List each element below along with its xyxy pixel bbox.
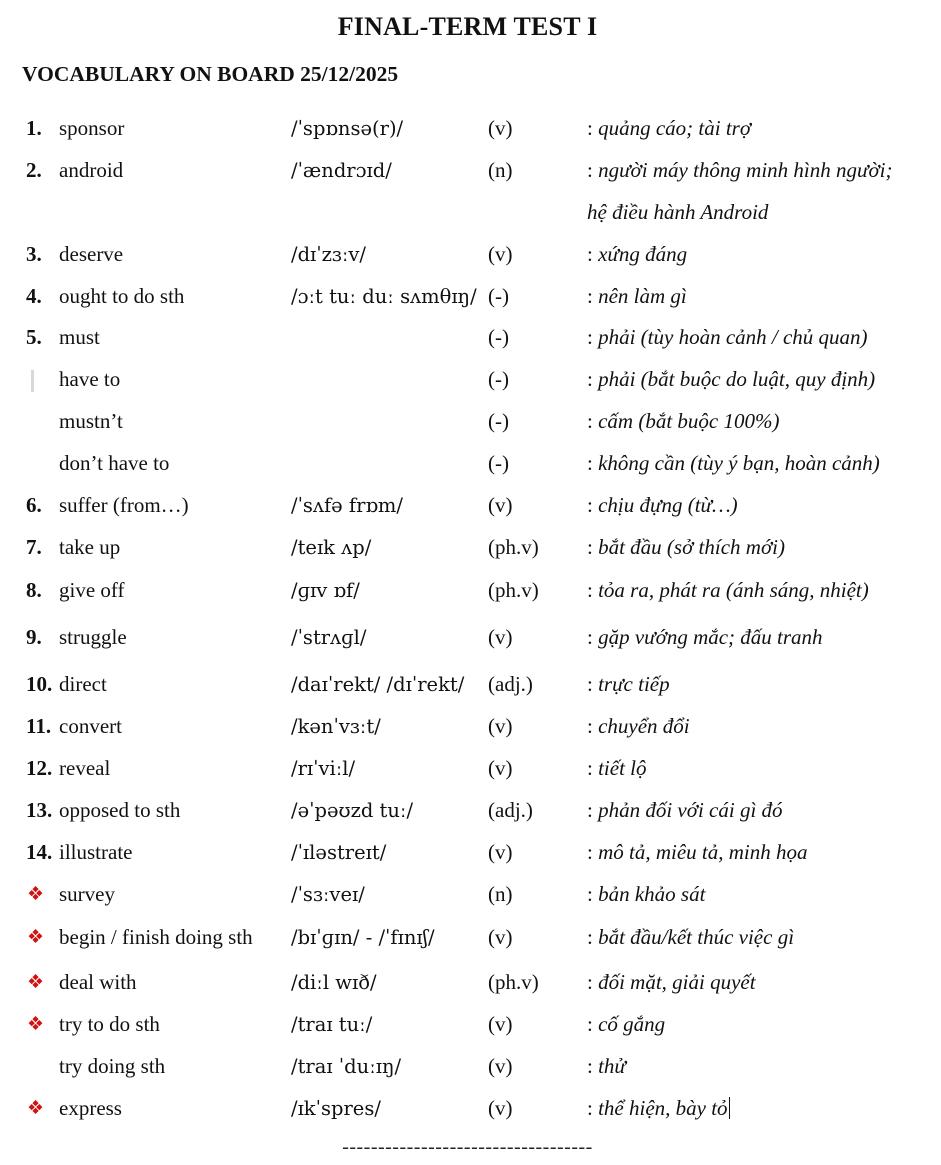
entry-word: mustn’t [59, 409, 123, 433]
entry-meaning [587, 1012, 665, 1037]
entry-part-of-speech: (v) [488, 242, 513, 266]
meaning-text: người máy thông minh hình người; [598, 158, 893, 182]
entry-number: 4. [26, 284, 42, 308]
meaning-colon: : [587, 840, 599, 864]
meaning-text: bắt đầu (sở thích mới) [598, 535, 785, 559]
meaning-colon: : [587, 625, 599, 649]
meaning-colon: : [587, 325, 599, 349]
entry-part-of-speech: (v) [488, 925, 513, 949]
meaning-text: gặp vướng mắc; đấu tranh [598, 625, 823, 649]
diamond-bullet-icon: ❖ [27, 1014, 45, 1035]
section-divider: ----------------------------------- [342, 1136, 593, 1158]
entry-number: 13. [26, 798, 53, 822]
entry-word: have to [59, 367, 121, 391]
vocab-row [0, 1012, 941, 1042]
entry-number: 9. [26, 625, 42, 649]
entry-pronunciation: /teɪk ʌp/ [291, 536, 372, 559]
entry-word: survey [59, 882, 115, 906]
vocab-row [0, 840, 941, 870]
entry-meaning [587, 672, 670, 697]
meaning-colon: : [587, 1054, 599, 1078]
meaning-colon: : [587, 882, 599, 906]
vocab-row [0, 625, 941, 655]
meaning-text: phải (tùy hoàn cảnh / chủ quan) [598, 325, 868, 349]
entry-word: must [59, 325, 100, 349]
entry-word: illustrate [59, 840, 133, 864]
entry-part-of-speech: (ph.v) [488, 535, 539, 559]
entry-pronunciation: /diːl wɪð/ [291, 971, 377, 994]
meaning-colon: : [587, 284, 599, 308]
diamond-bullet-icon: ❖ [27, 972, 45, 993]
entry-meaning [587, 158, 892, 183]
diamond-bullet-icon: ❖ [27, 927, 45, 948]
entry-meaning [587, 242, 687, 267]
entry-meaning [587, 925, 794, 950]
entry-pronunciation: /traɪ ˈduːɪŋ/ [291, 1055, 402, 1078]
entry-meaning[interactable] [587, 1096, 730, 1121]
entry-number: 2. [26, 158, 42, 182]
vocab-row-continuation [0, 200, 941, 230]
meaning-colon: : [587, 158, 599, 182]
meaning-text: phản đối với cái gì đó [598, 798, 783, 822]
vocab-row [0, 714, 941, 744]
entry-pronunciation: /əˈpəʊzd tuː/ [291, 799, 414, 822]
vocab-row [0, 1096, 941, 1126]
entry-meaning [587, 798, 783, 823]
meaning-colon: : [587, 672, 599, 696]
entry-word: try doing sth [59, 1054, 166, 1078]
entry-part-of-speech: (ph.v) [488, 578, 539, 602]
entry-word: deserve [59, 242, 124, 266]
entry-meaning [587, 578, 869, 603]
entry-number: 1. [26, 116, 42, 140]
meaning-colon: : [587, 714, 599, 738]
diamond-bullet-icon: ❖ [27, 884, 45, 905]
meaning-colon: : [587, 409, 599, 433]
vocabulary-heading: VOCABULARY ON BOARD 25/12/2025 [22, 62, 399, 86]
entry-meaning [587, 409, 779, 434]
meaning-colon: : [587, 367, 599, 391]
meaning-colon: : [587, 578, 599, 602]
entry-pronunciation: /ˈstrʌɡl/ [291, 626, 367, 649]
entry-word: opposed to sth [59, 798, 181, 822]
entry-part-of-speech: (v) [488, 1096, 513, 1120]
entry-part-of-speech: (n) [488, 158, 513, 182]
text-caret [729, 1097, 730, 1119]
meaning-text: cấm (bắt buộc 100%) [598, 409, 780, 433]
vocab-row [0, 325, 941, 355]
meaning-colon: : [587, 242, 599, 266]
meaning-text: trực tiếp [598, 672, 670, 696]
entry-number: 7. [26, 535, 42, 559]
meaning-text: quảng cáo; tài trợ [598, 116, 752, 140]
entry-part-of-speech: (adj.) [488, 672, 533, 696]
vocab-row [0, 535, 941, 565]
entry-word: suffer (from…) [59, 493, 189, 517]
meaning-colon: : [587, 970, 599, 994]
entry-part-of-speech: (-) [488, 325, 509, 349]
meaning-text: không cần (tùy ý bạn, hoàn cảnh) [598, 451, 880, 475]
entry-number: 8. [26, 578, 42, 602]
entry-word: sponsor [59, 116, 125, 140]
meaning-text: nên làm gì [598, 284, 687, 308]
meaning-text: xứng đáng [598, 242, 688, 266]
meaning-text: hệ điều hành Android [587, 200, 769, 224]
vocab-row [0, 882, 941, 912]
entry-pronunciation: /ˈsʌfə frɒm/ [291, 494, 403, 517]
entry-pronunciation: /ɡɪv ɒf/ [291, 579, 360, 602]
entry-pronunciation: /ˈsɜːveɪ/ [291, 883, 365, 906]
entry-pronunciation: /ɪkˈspres/ [291, 1097, 381, 1120]
entry-part-of-speech: (v) [488, 1012, 513, 1036]
entry-part-of-speech: (-) [488, 451, 509, 475]
document-title: FINAL-TERM TEST I [337, 12, 598, 41]
entry-number: 12. [26, 756, 53, 780]
meaning-colon: : [587, 1096, 599, 1120]
entry-meaning [587, 451, 880, 476]
meaning-text: phải (bắt buộc do luật, quy định) [598, 367, 876, 391]
entry-meaning [587, 325, 868, 350]
entry-pronunciation: /rɪˈviːl/ [291, 757, 356, 780]
entry-word: android [59, 158, 124, 182]
meaning-text: chịu đựng (từ…) [598, 493, 738, 517]
entry-word: express [59, 1096, 122, 1120]
vocab-row [0, 1054, 941, 1084]
vocab-row [0, 798, 941, 828]
entry-part-of-speech: (v) [488, 625, 513, 649]
entry-meaning [587, 367, 875, 392]
entry-number: 10. [26, 672, 53, 696]
entry-pronunciation: /dɪˈzɜːv/ [291, 243, 367, 266]
entry-pronunciation: /kənˈvɜːt/ [291, 715, 381, 738]
vocab-row [0, 158, 941, 188]
entry-part-of-speech: (v) [488, 756, 513, 780]
vocab-row [0, 116, 941, 146]
meaning-colon: : [587, 925, 599, 949]
meaning-colon: : [587, 535, 599, 559]
entry-meaning [587, 493, 738, 518]
meaning-text: tiết lộ [598, 756, 647, 780]
meaning-colon: : [587, 493, 599, 517]
entry-word: convert [59, 714, 122, 738]
meaning-text: cố gắng [598, 1012, 666, 1036]
meaning-text: tỏa ra, phát ra (ánh sáng, nhiệt) [598, 578, 869, 602]
entry-meaning [587, 970, 756, 995]
meaning-text: chuyển đổi [598, 714, 690, 738]
diamond-bullet-icon: ❖ [27, 1098, 45, 1119]
meaning-colon: : [587, 756, 599, 780]
entry-part-of-speech: (v) [488, 1054, 513, 1078]
entry-pronunciation: /ˈɪləstreɪt/ [291, 841, 387, 864]
entry-pronunciation: /ˈændrɔɪd/ [291, 159, 392, 182]
entry-pronunciation: /ɔːt tuː duː sʌmθɪŋ/ [291, 285, 477, 308]
text-cursor-marker [31, 370, 34, 392]
entry-part-of-speech: (-) [488, 367, 509, 391]
entry-part-of-speech: (ph.v) [488, 970, 539, 994]
vocab-row [0, 493, 941, 523]
entry-meaning [587, 756, 647, 781]
entry-word: don’t have to [59, 451, 170, 475]
vocab-row [0, 367, 941, 397]
meaning-text: đối mặt, giải quyết [598, 970, 756, 994]
entry-word: ought to do sth [59, 284, 185, 308]
entry-part-of-speech: (v) [488, 493, 513, 517]
entry-word: deal with [59, 970, 137, 994]
entry-meaning [587, 284, 687, 309]
meaning-colon: : [587, 798, 599, 822]
meaning-text: bản khảo sát [598, 882, 706, 906]
entry-word: struggle [59, 625, 127, 649]
vocab-row [0, 672, 941, 702]
vocab-row [0, 451, 941, 481]
entry-word: give off [59, 578, 125, 602]
entry-word: try to do sth [59, 1012, 160, 1036]
vocab-row [0, 578, 941, 608]
entry-part-of-speech: (v) [488, 840, 513, 864]
meaning-text: mô tả, miêu tả, minh họa [598, 840, 808, 864]
entry-number: 14. [26, 840, 53, 864]
entry-word: reveal [59, 756, 111, 780]
entry-meaning [587, 535, 785, 560]
entry-pronunciation: /daɪˈrekt/ /dɪˈrekt/ [291, 673, 465, 696]
entry-word: direct [59, 672, 107, 696]
meaning-text: thể hiện, bày tỏ [598, 1096, 728, 1120]
entry-meaning [587, 1054, 626, 1079]
entry-meaning [587, 840, 808, 865]
entry-meaning [587, 625, 823, 650]
entry-part-of-speech: (-) [488, 284, 509, 308]
vocab-row [0, 409, 941, 439]
meaning-text: thử [598, 1054, 626, 1078]
entry-meaning [587, 116, 751, 141]
entry-meaning [587, 882, 705, 907]
meaning-colon: : [587, 451, 599, 475]
entry-meaning [587, 714, 690, 739]
entry-pronunciation: /ˈspɒnsə(r)/ [291, 117, 404, 140]
entry-pronunciation: /traɪ tuː/ [291, 1013, 373, 1036]
meaning-colon: : [587, 116, 599, 140]
entry-number: 11. [26, 714, 52, 738]
vocab-row [0, 925, 941, 955]
vocab-row [0, 970, 941, 1000]
entry-word: take up [59, 535, 121, 559]
vocab-row [0, 242, 941, 272]
entry-number: 5. [26, 325, 42, 349]
entry-part-of-speech: (-) [488, 409, 509, 433]
vocab-row [0, 284, 941, 314]
entry-part-of-speech: (v) [488, 714, 513, 738]
entry-meaning-continued [587, 200, 768, 225]
entry-part-of-speech: (v) [488, 116, 513, 140]
meaning-text: bắt đầu/kết thúc việc gì [598, 925, 795, 949]
entry-number: 3. [26, 242, 42, 266]
meaning-colon: : [587, 1012, 599, 1036]
vocab-row [0, 756, 941, 786]
entry-word: begin / finish doing sth [59, 925, 253, 949]
entry-number: 6. [26, 493, 42, 517]
entry-part-of-speech: (adj.) [488, 798, 533, 822]
entry-pronunciation: /bɪˈɡɪn/ - /ˈfɪnɪʃ/ [291, 926, 435, 949]
entry-part-of-speech: (n) [488, 882, 513, 906]
